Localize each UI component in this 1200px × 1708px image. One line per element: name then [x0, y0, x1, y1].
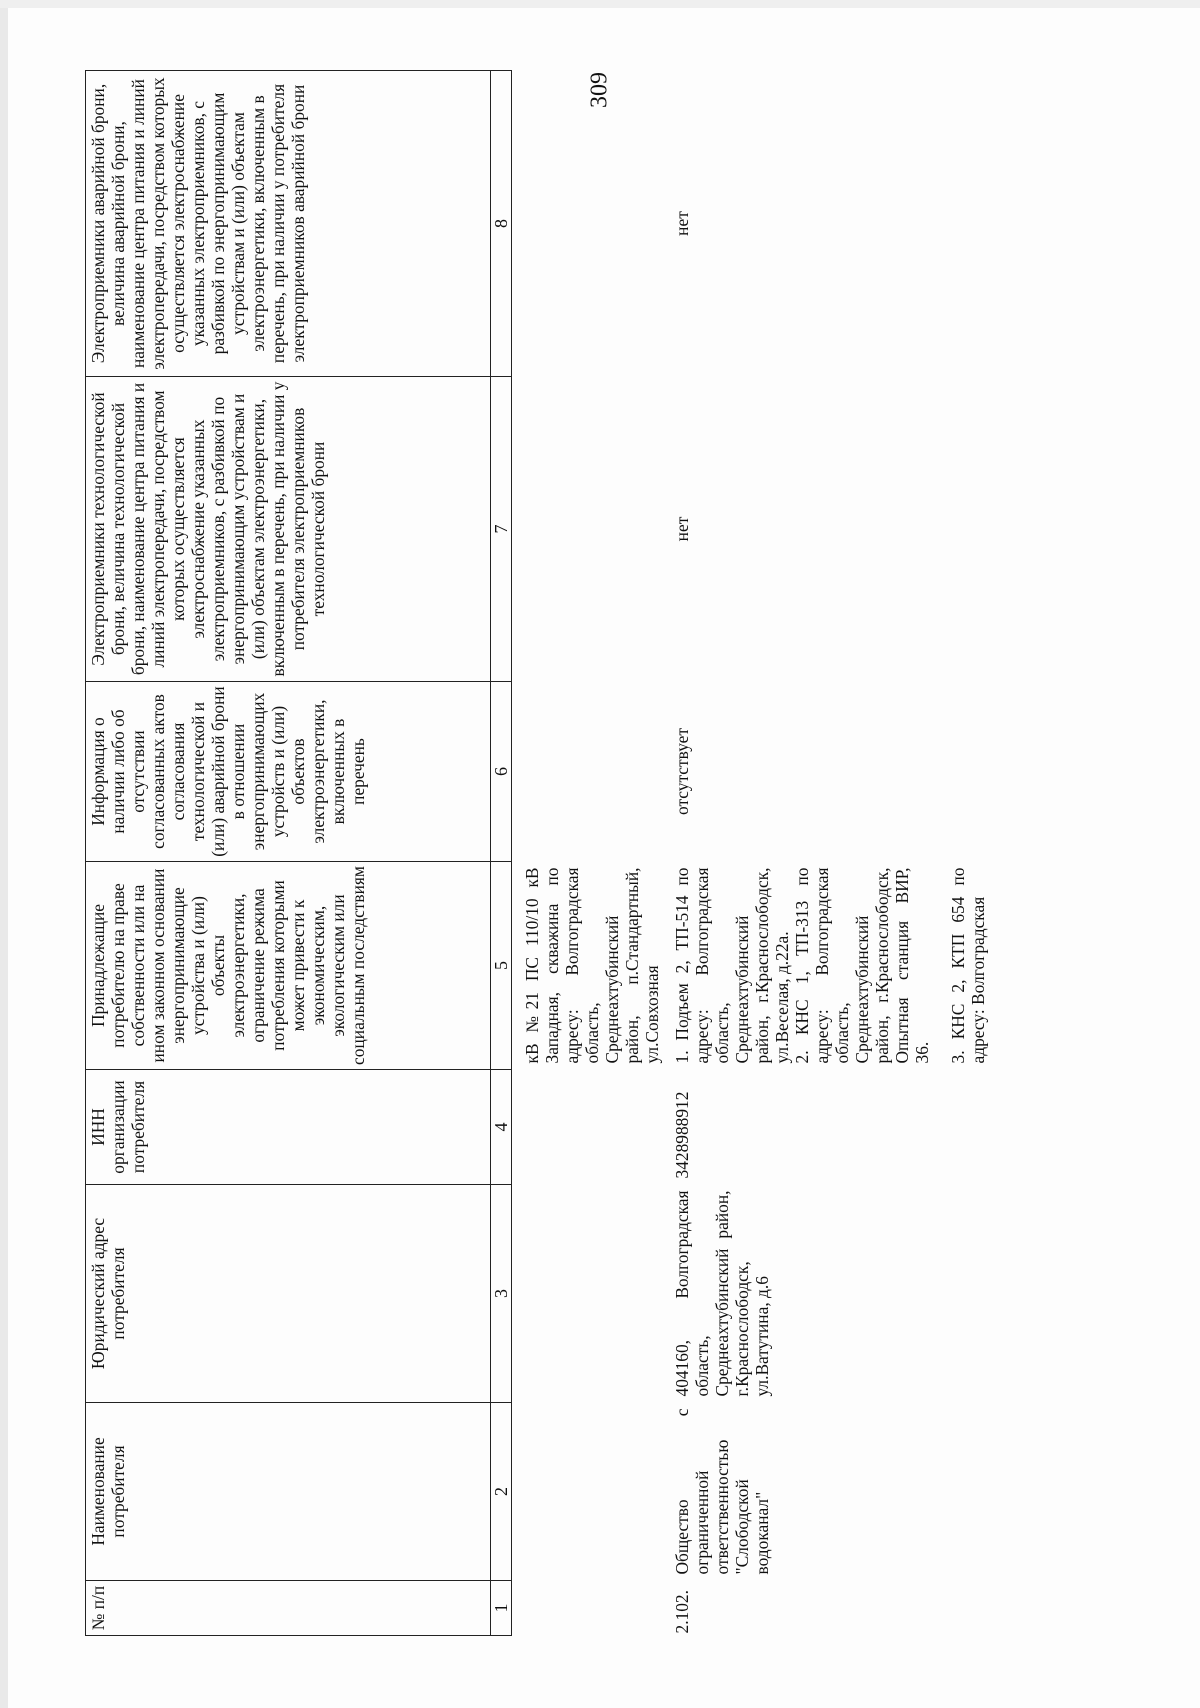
acts-info: отсутствует	[672, 728, 692, 815]
header-cell: Наименование потребителя	[86, 1403, 491, 1581]
device-item: 1. Подъем 2, ТП-514 по адресу: Волгоградская область, Среднеахтубинский район, г.Краснослободск, ул.Веселая, д.22а.	[672, 867, 792, 1064]
consumer-table	[85, 70, 988, 1636]
consumer-name: Общество с ограниченной ответственностью "Слободской водоканал"	[672, 1408, 772, 1575]
row-number: 2.102.	[672, 1590, 692, 1634]
table-row	[512, 71, 663, 1636]
continued-cell: кВ №21 ПС 110/10 кВ Западная, скважина по адресу: Волгоградская область, Среднеахтубинский район, п.Стандартный, ул.Совхозная	[522, 867, 662, 1064]
table-header-row	[86, 71, 491, 1636]
column-number: 4	[491, 1070, 512, 1185]
document-table-rotated	[85, 0, 988, 1636]
column-number: 8	[491, 71, 512, 377]
consumer-inn: 3428988912	[672, 1091, 692, 1179]
header-cell: Информация о наличии либо об отсутствии согласованных актов согласования технологической и (или) аварийной брони в отношении энергопринимающих устройств и (или) объектов электроэнергетики, включенных в перечень	[86, 682, 491, 862]
scan-edge	[0, 0, 8, 1708]
emergency-reserve: нет	[672, 211, 692, 236]
consumer-address: 404160, Волгоградская область, Среднеахтубинский район, г.Краснослободск, ул.Ватутина, д.6	[672, 1190, 772, 1397]
page-number: 309	[586, 72, 613, 108]
column-number: 6	[491, 682, 512, 862]
header-cell: Юридический адрес потребителя	[86, 1185, 491, 1403]
header-cell: Электроприемники аварийной брони, величина аварийной брони, наименование центра питания и линий электропередачи, посредством которых осуществляется электроснабжение указанных электроприемников, с разбивкой по энергопринимающим устройствам и (или) объектам электроэнергетики, включенным в перечень, при наличии у потребителя электроприемников аварийной брони	[86, 71, 491, 377]
column-number: 3	[491, 1185, 512, 1403]
consumer-devices	[662, 862, 988, 1070]
tech-reserve: нет	[672, 516, 692, 542]
column-number-row	[491, 71, 512, 1636]
header-cell: Принадлежащие потребителю на праве собственности или на ином законном основании энергопринимающие устройства и (или) объекты электроэнергетики, ограничение режима потребления которыми может привести к экономическим, экологическим или социальным последствиям	[86, 862, 491, 1070]
header-cell: № п/п	[86, 1581, 491, 1636]
column-number: 5	[491, 862, 512, 1070]
header-cell: ИНН организации потребителя	[86, 1070, 491, 1185]
column-number: 1	[491, 1581, 512, 1636]
device-item: 3. КНС 2, КТП 654 по адресу: Волгоградская	[948, 867, 988, 1064]
device-item: 2. КНС 1, ТП-313 по адресу: Волгоградская область, Среднеахтубинский район, г.Краснослободск, Опытная станция ВИР, 36.	[792, 867, 932, 1064]
column-number: 2	[491, 1403, 512, 1581]
table-row	[662, 71, 988, 1636]
header-cell: Электроприемники технологической брони, величина технологической брони, наименование центра питания и линий электропередачи, посредством которых осуществляется электроснабжение указанных электроприемников, с разбивкой по энергопринимающим устройствам и (или) объектам электроэнергетики, включенным в перечень, при наличии у потребителя электроприемников технологической брони	[86, 377, 491, 682]
column-number: 7	[491, 377, 512, 682]
